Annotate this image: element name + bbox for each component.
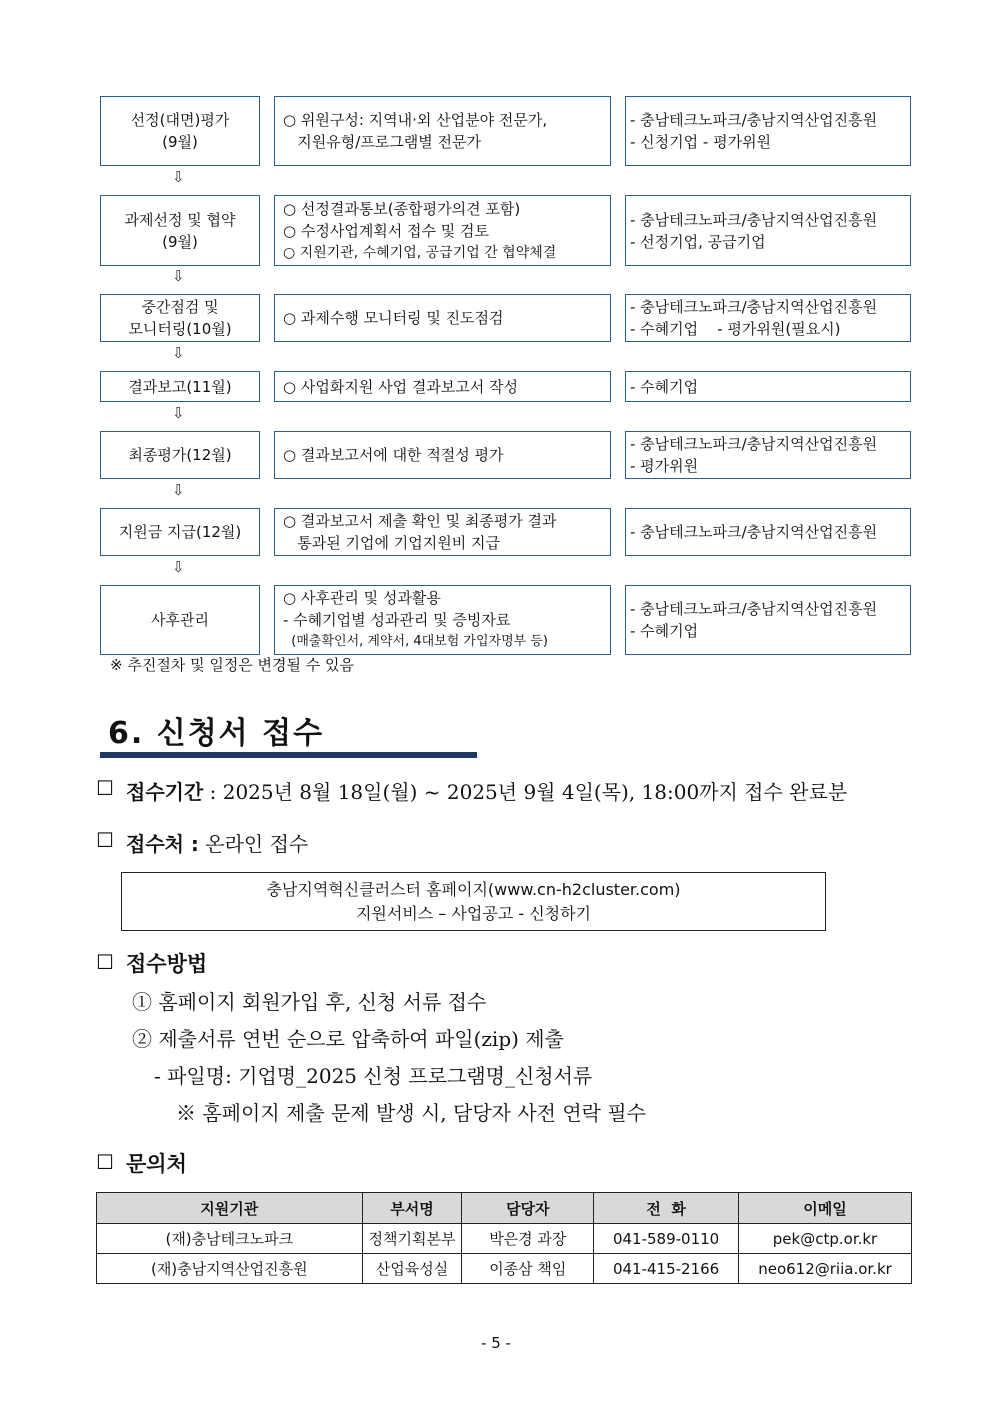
method-item-1: ① 홈페이지 회원가입 후, 신청 서류 접수	[132, 990, 487, 1014]
contact-table	[96, 1192, 912, 1284]
org-line: - 평가위원	[630, 457, 699, 475]
process-step-2	[100, 195, 260, 266]
desc-line: ○ 선정결과통보(종합평가의견 포함)	[283, 199, 521, 218]
place-line	[126, 828, 308, 857]
org-line: - 충남테크노파크/충남지역산업진흥원	[630, 210, 878, 229]
header-cell: 지원기관	[97, 1193, 363, 1224]
header-cell: 부서명	[362, 1193, 462, 1224]
page-number: - 5 -	[481, 1334, 511, 1352]
process-step-4	[100, 371, 260, 402]
step-label: (9월)	[162, 133, 198, 151]
desc-line: ○ 지원기관, 수혜기업, 공급기업 간 협약체결	[283, 244, 557, 261]
checkbox-icon: ☐	[96, 828, 114, 852]
org-line: - 충남테크노파크/충남지역산업진흥원	[630, 435, 878, 453]
table-cell: 041-415-2166	[594, 1254, 739, 1284]
site-line-2: 지원서비스 – 사업공고 - 신청하기	[355, 903, 592, 923]
table-header-row	[97, 1193, 912, 1224]
process-org-1	[625, 96, 911, 166]
header-cell: 담당자	[462, 1193, 594, 1224]
method-item-2: ② 제출서류 연번 순으로 압축하여 파일(zip) 제출	[132, 1027, 564, 1051]
org-line: - 충남테크노파크/충남지역산업진흥원	[630, 523, 878, 541]
desc-line: ○ 과제수행 모니터링 및 진도점검	[283, 309, 504, 327]
table-row	[97, 1224, 912, 1254]
down-arrow-icon: ⇩	[172, 168, 185, 186]
process-step-6	[100, 508, 260, 556]
place-text: 온라인 접수	[198, 832, 309, 856]
period-text: : 2025년 8월 18일(월) ~ 2025년 9월 4일(목), 18:00까지 접수 완료분	[203, 780, 848, 804]
process-org-3	[625, 294, 911, 342]
org-line: - 충남테크노파크/충남지역산업진흥원	[630, 600, 878, 618]
section-underline	[100, 752, 477, 758]
table-cell: neo612@riia.or.kr	[739, 1254, 912, 1284]
process-desc-6	[274, 508, 611, 556]
method-item-3: - 파일명: 기업명_2025 신청 프로그램명_신청서류	[154, 1064, 593, 1088]
table-cell: 정책기획본부	[362, 1224, 462, 1254]
site-box	[121, 872, 826, 931]
down-arrow-icon: ⇩	[172, 404, 185, 422]
header-cell: 이메일	[739, 1193, 912, 1224]
process-org-7	[625, 585, 911, 655]
process-step-5	[100, 431, 260, 479]
process-desc-5	[274, 431, 611, 479]
desc-line: ○ 결과보고서에 대한 적절성 평가	[283, 446, 504, 464]
checkbox-icon: ☐	[96, 950, 114, 974]
schedule-note: ※ 추진절차 및 일정은 변경될 수 있음	[110, 656, 355, 674]
desc-line: ○ 수정사업계획서 접수 및 검토	[283, 221, 490, 240]
process-step-7	[100, 585, 260, 655]
desc-line: 통과된 기업에 기업지원비 지급	[283, 534, 500, 552]
table-row	[97, 1254, 912, 1284]
desc-line: 지원유형/프로그램별 전문가	[283, 133, 482, 151]
method-label: 접수방법	[126, 952, 208, 976]
table-cell: 이종삼 책임	[462, 1254, 594, 1284]
site-line-1: 충남지역혁신클러스터 홈페이지(www.cn-h2cluster.com)	[266, 879, 681, 899]
process-desc-4	[274, 371, 611, 402]
desc-line: - 수혜기업별 성과관리 및 증빙자료	[283, 611, 511, 629]
org-line: - 신청기업 - 평가위원	[630, 133, 772, 151]
step-label: 선정(대면)평가	[130, 111, 230, 129]
down-arrow-icon: ⇩	[172, 481, 185, 499]
process-desc-3	[274, 294, 611, 342]
org-line: - 수혜기업	[630, 622, 699, 640]
checkbox-icon: ☐	[96, 1150, 114, 1174]
table-cell: 041-589-0110	[594, 1224, 739, 1254]
table-cell: pek@ctp.or.kr	[739, 1224, 912, 1254]
org-line: - 충남테크노파크/충남지역산업진흥원	[630, 298, 878, 316]
down-arrow-icon: ⇩	[172, 344, 185, 362]
step-label: 과제선정 및 협약	[124, 210, 236, 229]
org-line: - 선정기업, 공급기업	[630, 232, 766, 251]
process-step-3	[100, 294, 260, 342]
desc-line: ○ 위원구성: 지역내·외 산업분야 전문가,	[283, 111, 548, 129]
process-org-2	[625, 195, 911, 266]
process-desc-1	[274, 96, 611, 166]
period-line	[126, 776, 847, 805]
table-cell: (재)충남테크노파크	[97, 1224, 363, 1254]
checkbox-icon: ☐	[96, 776, 114, 800]
process-org-4	[625, 371, 911, 402]
table-cell: 산업육성실	[362, 1254, 462, 1284]
table-cell: (재)충남지역산업진흥원	[97, 1254, 363, 1284]
down-arrow-icon: ⇩	[172, 267, 185, 285]
header-cell: 전 화	[594, 1193, 739, 1224]
org-line: - 수혜기업 - 평가위원(필요시)	[630, 320, 841, 338]
step-label: (9월)	[162, 232, 198, 251]
org-line: - 수혜기업	[630, 377, 699, 396]
step-label: 중간점검 및	[141, 298, 219, 316]
step-label: 지원금 지급(12월)	[118, 523, 242, 541]
step-label: 결과보고(11월)	[128, 377, 232, 396]
contact-label: 문의처	[126, 1152, 187, 1176]
step-label: 사후관리	[151, 611, 209, 629]
process-step-1	[100, 96, 260, 166]
table-cell: 박은경 과장	[462, 1224, 594, 1254]
process-desc-2	[274, 195, 611, 266]
step-label: 최종평가(12월)	[128, 446, 232, 464]
period-label: 접수기간	[126, 780, 204, 804]
desc-line: ○ 결과보고서 제출 확인 및 최종평가 결과	[283, 512, 557, 530]
down-arrow-icon: ⇩	[172, 558, 185, 576]
process-desc-7	[274, 585, 611, 655]
process-org-6	[625, 508, 911, 556]
method-item-4: ※ 홈페이지 제출 문제 발생 시, 담당자 사전 연락 필수	[176, 1101, 646, 1125]
desc-line: ○ 사후관리 및 성과활용	[283, 589, 441, 607]
section-title: 6. 신청서 접수	[108, 716, 325, 751]
place-label: 접수처 :	[126, 832, 199, 856]
desc-line: (매출확인서, 계약서, 4대보험 가입자명부 등)	[283, 634, 548, 649]
org-line: - 충남테크노파크/충남지역산업진흥원	[630, 111, 878, 129]
step-label: 모니터링(10월)	[128, 320, 232, 338]
desc-line: ○ 사업화지원 사업 결과보고서 작성	[283, 377, 519, 396]
process-org-5	[625, 431, 911, 479]
